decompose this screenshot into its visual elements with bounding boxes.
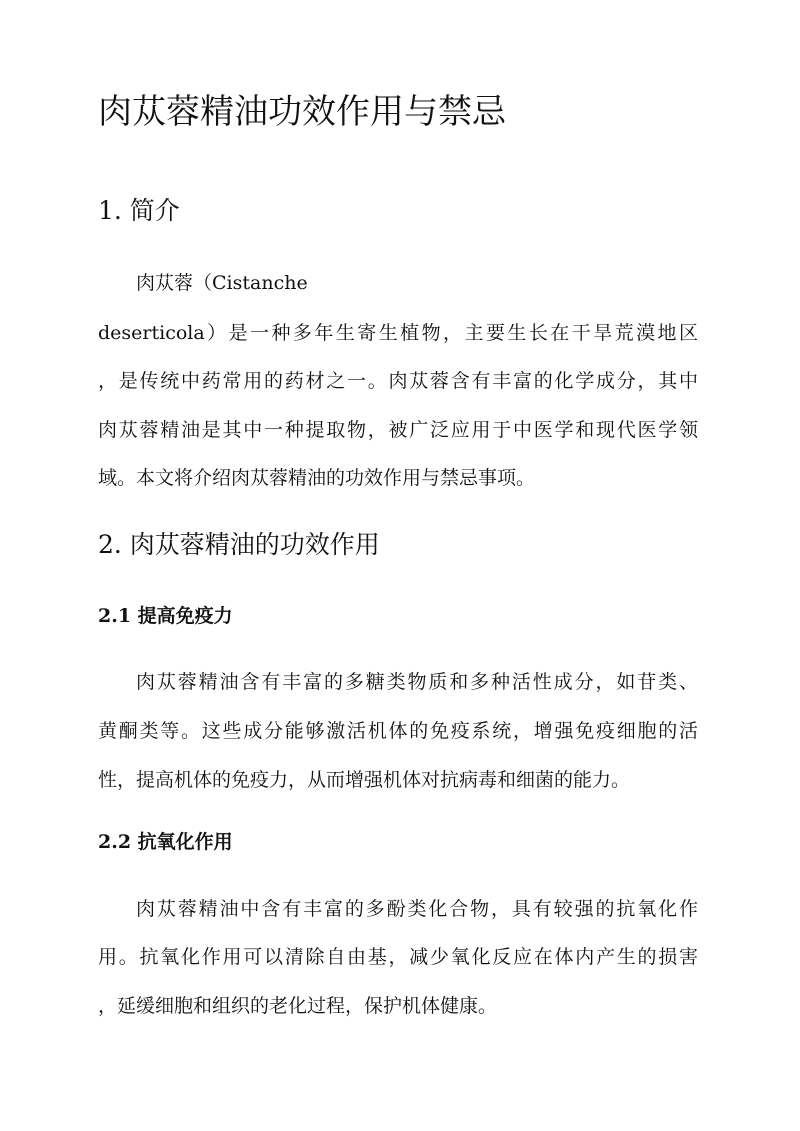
antioxidant-line-2: 用。抗氧化作用可以清除自由基，减少氧化反应在体内产生的损害 bbox=[98, 946, 698, 968]
intro-line-2: deserticola）是一种多年生寄生植物，主要生长在干旱荒漠地区 bbox=[98, 322, 698, 344]
subsection-heading-immunity: 2.1 提高免疫力 bbox=[98, 605, 233, 627]
immunity-line-3: 性，提高机体的免疫力，从而增强机体对抗病毒和细菌的能力。 bbox=[98, 769, 631, 791]
section-heading-effects: 2. 肉苁蓉精油的功效作用 bbox=[98, 530, 380, 559]
immunity-line-2: 黄酮类等。这些成分能够激活机体的免疫系统，增强免疫细胞的活 bbox=[98, 720, 698, 742]
intro-line-4: 肉苁蓉精油是其中一种提取物，被广泛应用于中医学和现代医学领 bbox=[98, 419, 698, 441]
antioxidant-line-3: ，延缓细胞和组织的老化过程，保护机体健康。 bbox=[98, 995, 498, 1017]
subsection-heading-antioxidant: 2.2 抗氧化作用 bbox=[98, 831, 233, 853]
intro-line-3: ，是传统中药常用的药材之一。肉苁蓉含有丰富的化学成分，其中 bbox=[98, 370, 698, 392]
antioxidant-line-1: 肉苁蓉精油中含有丰富的多酚类化合物，具有较强的抗氧化作 bbox=[136, 898, 698, 920]
intro-line-1: 肉苁蓉（Cistanche bbox=[136, 272, 308, 294]
intro-line-5: 域。本文将介绍肉苁蓉精油的功效作用与禁忌事项。 bbox=[98, 467, 536, 489]
document-title: 肉苁蓉精油功效作用与禁忌 bbox=[98, 92, 506, 132]
section-heading-intro: 1. 简介 bbox=[98, 196, 180, 225]
immunity-line-1: 肉苁蓉精油含有丰富的多糖类物质和多种活性成分，如苷类、 bbox=[136, 671, 698, 693]
